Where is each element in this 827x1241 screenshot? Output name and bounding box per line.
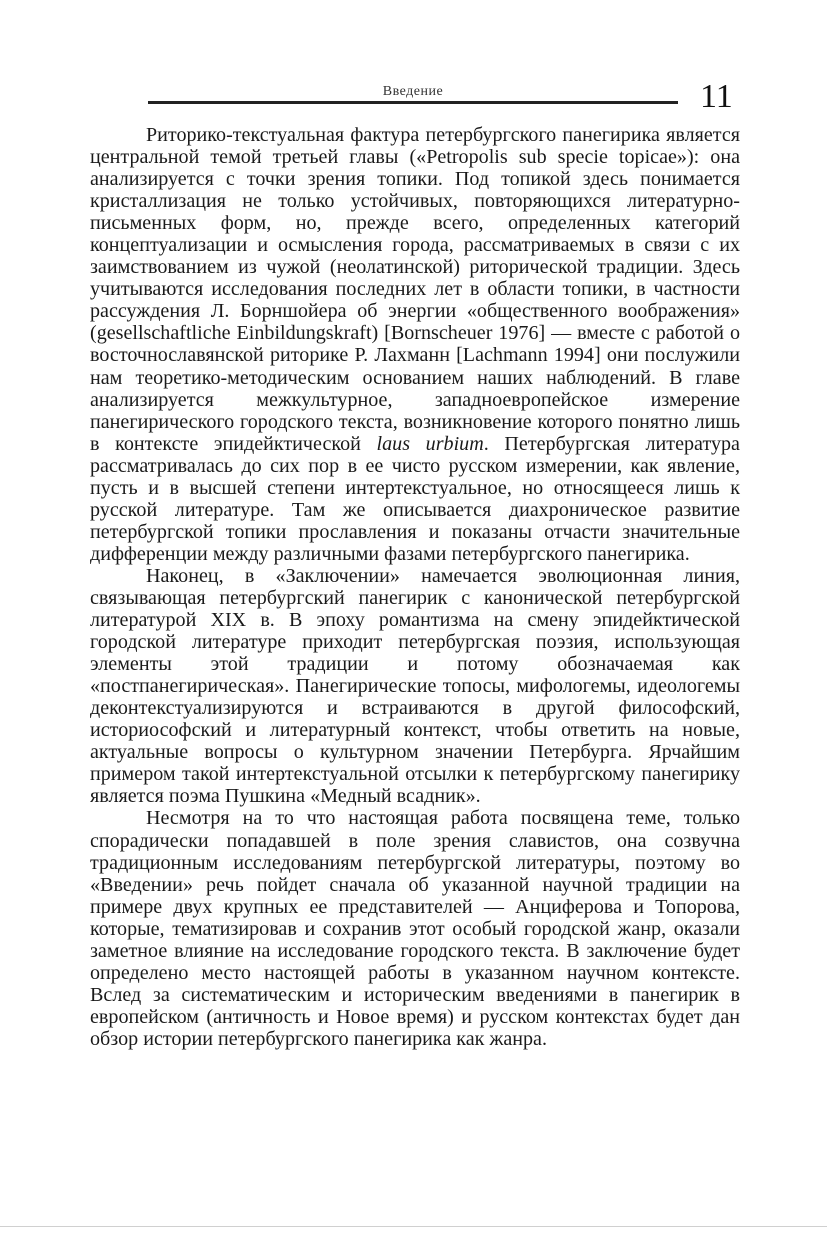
- body-text: [90, 124, 740, 1050]
- header-rule: [148, 101, 678, 104]
- running-title: Введение: [382, 84, 444, 99]
- paragraph-text: Наконец, в «Заключении» намечается эволюционная линия, связывающая петербургский панегирик с канонической петербургской литературой XIX в. В эпоху романтизма на смену эпидейктической городской литературе приходит петербургская поэзия, использующая элементы этой традиции и потому обозначаемая как «постпанегирическая». Панегирические топосы, мифологемы, идеологемы деконтекстуализируются и встраиваются в другой философский, историософский и литературный контекст, чтобы ответить на новые, актуальные вопросы о культурном значении Петербурга. Ярчайшим примером такой интертекстуальной отсылки к петербургскому панегирику является поэма Пушкина «Медный всадник».: [90, 564, 740, 808]
- paragraph-text: . Петербургская литература рассматривалась до сих пор в ее чисто русском измерении, как явление, пусть и в высшей степени интертекстуальное, но относящееся лишь к русской литературе. Там же описывается диахроническое развитие петербургской топики прославления и показаны отчасти значительные дифференции между различными фазами петербургского панегирика.: [90, 432, 740, 565]
- paragraph-text: Несмотря на то что настоящая работа посвящена теме, только спорадически попадавшей в поле зрения славистов, она созвучна традиционным исследованиям петербургской литературы, поэтому во «Введении» речь пойдет сначала об указанной научной традиции на примере двух крупных ее представителей — Анциферова и Топорова, которые, тематизировав и сохранив этот особый городской жанр, оказали заметное влияние на исследование городского текста. В заключение будет определено место настоящей работы в указанном научном контексте. Вслед за систематическим и историческим введениями в панегирик в европейском (античность и Новое время) и русском контекстах будет дан обзор истории петербургского панегирика как жанра.: [90, 807, 740, 1050]
- paragraph-text: Риторико-текстуальная фактура петербургского панегирика является центральной темой третьей главы («Petropolis sub specie topicae»): она анализируется с точки зрения топики. Под топикой здесь понимается кристаллизация не только устойчивых, повторяющихся литературно-письменных форм, но, прежде всего, определенных категорий концептуализации и осмысления города, рассматриваемых в связи с их заимствованием из чужой (неолатинской) риторической традиции. Здесь учитываются исследования последних лет в области топики, в частности рассуждения Л. Борншойера об энергии «общественного воображения» (gesellschaftliche Einbildungskraft) [Bornscheuer 1976] — вместе с работой о восточнославянской риторике Р. Лахманн [Lachmann 1994] они послужили нам теоретико-методическим основанием наших наблюдений. В главе анализируется межкультурное, западноевропейское измерение панегирического городского текста, возникновение которого понятно лишь в контексте эпидейктической: [90, 124, 740, 455]
- paragraph-2: [90, 565, 740, 808]
- running-head: [148, 84, 678, 106]
- page-number: 11: [700, 78, 733, 115]
- latin-term-italic: laus urbium: [376, 432, 484, 455]
- scan-edge-line: [0, 1226, 827, 1227]
- paragraph-3: [90, 807, 740, 1050]
- paragraph-1: [90, 124, 740, 565]
